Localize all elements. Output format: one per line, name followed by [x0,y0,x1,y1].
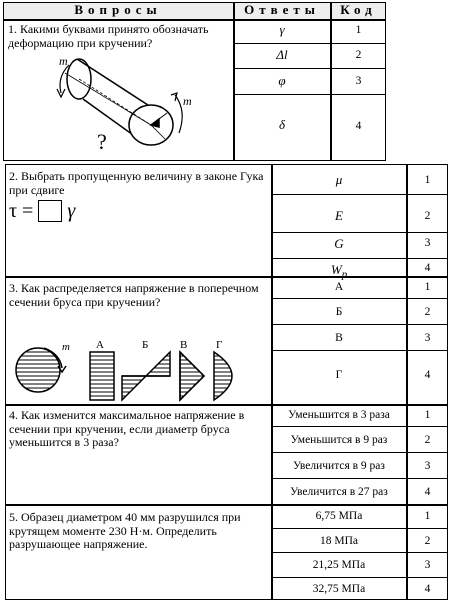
q4-answer-4[interactable]: Увеличится в 27 раз [290,486,388,498]
divider [271,478,448,479]
stress-distribution-figure [14,334,254,402]
q2-answer-1[interactable]: μ [335,172,343,187]
torsion-cylinder-figure [55,55,215,155]
q1-label-question: ? [97,129,107,154]
q3-answer-3[interactable]: В [335,332,343,344]
header-answers: Ответы [244,2,320,17]
divider [271,577,448,578]
q4-code-1: 1 [424,409,431,421]
divider [233,94,386,95]
q2-answer-2[interactable]: E [335,208,343,223]
question-1-text: 1. Какими буквами принято обозначать деформацию при кручении? [8,22,209,50]
q2-answer-3[interactable]: G [334,236,344,251]
q3-label-m: m [62,341,70,353]
q3-code-2: 2 [424,306,431,318]
q3-code-4: 4 [424,369,431,381]
q1-label-m-left: m [59,55,68,68]
q2-code-3: 3 [424,237,431,249]
q5-answer-2[interactable]: 18 МПа [319,535,358,547]
q3-code-1: 1 [424,281,431,293]
q4-answer-1[interactable]: Уменьшится в 3 раза [288,409,390,421]
divider [271,528,448,529]
question-4-text: 4. Как изменится максимальное напряжение в сечении при кручении, если диаметр бруса уменьшится в 3 раза? [9,408,245,449]
q5-answer-1[interactable]: 6,75 МПа [315,510,363,522]
divider [271,324,448,325]
q1-answer-4[interactable]: δ [278,117,286,132]
q4-code-4: 4 [424,486,431,498]
q2-formula [9,198,75,224]
question-5-text: 5. Образец диаметром 40 мм разрушился при крутящем моменте 230 Н·м. Определить разрушающее напряжение. [9,510,241,551]
divider [271,194,448,195]
divider [233,68,386,69]
q1-answer-3[interactable]: φ [278,73,286,88]
q2-formula-right: γ [67,199,76,222]
q2-code-4: 4 [424,262,431,274]
q4-answer-3[interactable]: Увеличится в 9 раз [293,460,385,472]
q1-answer-2[interactable]: Δl [276,47,288,62]
q5-answer-3[interactable]: 21,25 МПа [312,559,366,571]
q2-code-1: 1 [424,174,431,186]
q3-label-a: А [96,339,104,351]
q3-answer-4[interactable]: Г [335,369,343,381]
q1-label-m-right: m [183,94,192,108]
q1-code-2: 2 [355,49,362,61]
header-code: Код [340,2,377,17]
divider [271,452,448,453]
q2-answer-4[interactable]: $W_p$ [330,262,348,281]
q3-code-3: 3 [424,332,431,344]
q2-code-2: 2 [424,210,431,222]
divider [271,232,448,233]
q4-answer-2[interactable]: Уменьшится в 9 раз [290,434,388,446]
question-2-text: 2. Выбрать пропущенную величину в законе Гука при сдвиге [9,169,264,197]
q3-label-b: Б [142,339,149,351]
q1-code-1: 1 [355,24,362,36]
q5-code-2: 2 [424,535,431,547]
q4-code-3: 3 [424,460,431,472]
q5-code-3: 3 [424,559,431,571]
q3-answer-1[interactable]: А [334,281,344,293]
q3-answer-2[interactable]: Б [335,306,343,318]
q1-answer-1[interactable]: γ [279,22,285,37]
q2-blank-box[interactable] [38,200,62,222]
divider [233,43,386,44]
divider [271,350,448,351]
q3-label-g: Г [216,339,223,351]
divider [271,258,448,259]
divider [5,504,448,506]
divider [271,298,448,299]
q4-code-2: 2 [424,434,431,446]
q3-label-v: В [180,339,188,351]
q5-code-4: 4 [424,583,431,595]
header-questions: Вопросы [74,2,162,17]
question-3-text: 3. Как распределяется напряжение в поперечном сечении бруса при кручении? [9,281,259,309]
divider [271,552,448,553]
q1-code-4: 4 [355,120,362,132]
q1-code-3: 3 [355,75,362,87]
q2-formula-left: τ = [9,199,34,222]
q5-answer-4[interactable]: 32,75 МПа [312,583,366,595]
q2-answer-4-subscript: p [341,268,348,281]
divider [271,426,448,427]
q5-code-1: 1 [424,510,431,522]
